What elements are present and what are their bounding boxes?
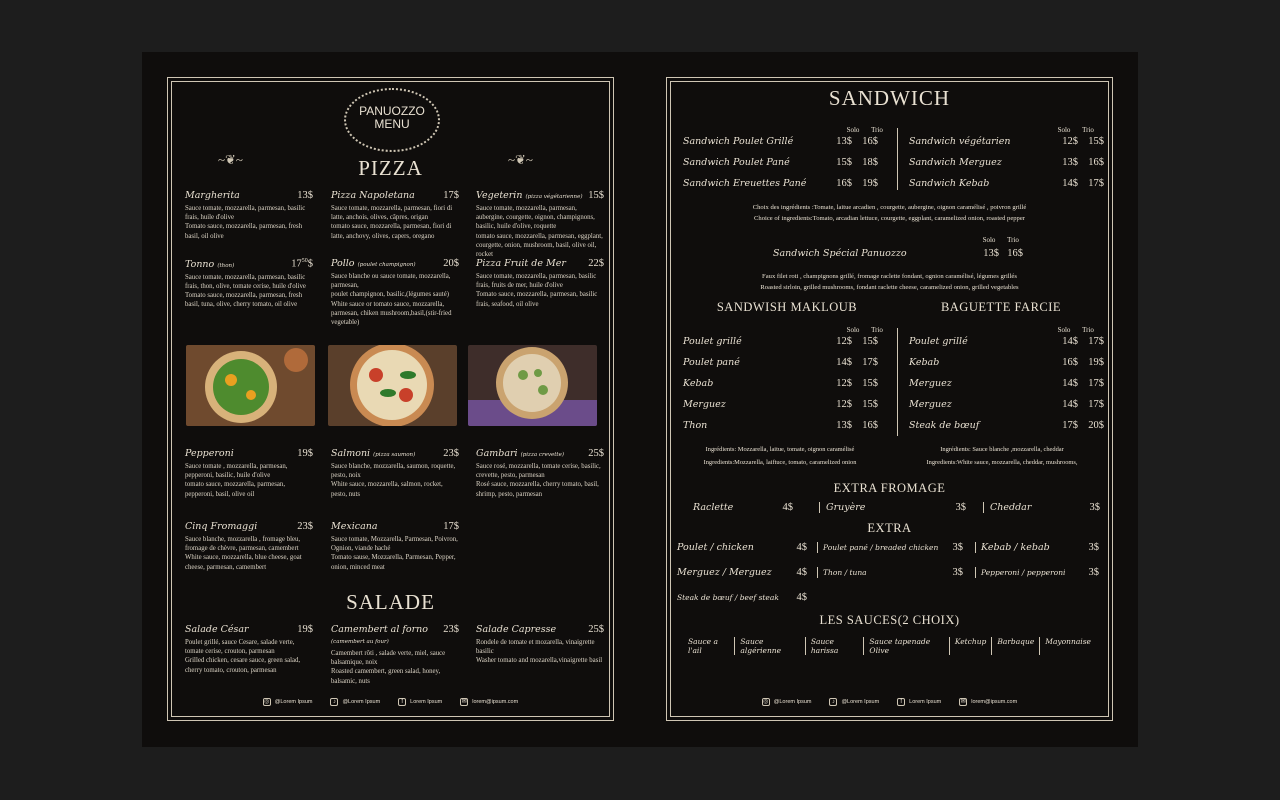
baguette-row-name: Merguez [909,378,952,389]
menu-page-pizza-salade [167,77,614,721]
pizza-price-value: 15$ [588,190,604,201]
makloub-note-fr: Ingrédients: Mozzarella, laitue, tomate, oignon caramélisé [705,446,855,453]
extra-fromage-price: 4$ [782,502,793,513]
sandwich-row-solo: 16$ [836,178,852,189]
pizza-item-head [476,448,604,459]
sandwich-row [683,157,880,168]
pizza-description: Sauce tomate, Mozzarella, Parmesan, Poivron, Ognion, viande haché Tomato sause, Mozzarella, Parmesan, Pepper, onion, minced meat [331,536,458,571]
pizza-item [476,258,604,309]
extra-row [677,592,807,603]
pizza-name-text: Gambari [476,448,518,459]
pizza-photo-3-image [468,345,597,426]
sandwich-row-trio: 18$ [862,157,878,168]
contact-item [829,698,879,706]
pizza-description: Sauce tomate, mozzarella, parmesan, basilic frais, huile d'olive Tomato sauce, mozzarella, parmesan, fresh basil, oil olive [185,205,306,240]
sandwich-row-trio: 17$ [1088,178,1104,189]
pizza-name [185,190,240,201]
sandwich-row-solo: 12$ [1062,136,1078,147]
sandwich-note-en: Choice of ingredients:Tomato, arcadian lettuce, courgette, eggplant, caramelized onion, roasted pepper [754,215,1025,222]
special-note-fr: Faux filet roti , champignons grillé, fromage raclette fondant, ognion caramélisé, légumes grillés [762,273,1017,280]
pizza-description: Sauce blanche, mozzarella , fromage bleu, fromage de chèvre, parmesan, camembert White sauce, mozzarella, blue cheese, goat cheese, parmesan, camembert [185,536,302,571]
extra-row [817,542,963,553]
sandwich-row-solo: 15$ [836,157,852,168]
special-solo: 13$ [983,248,999,259]
solo-label: Solo [982,236,996,244]
sandwich-row-name: Sandwich Ereuettes Pané [683,178,807,189]
trio-label: Trio [871,126,883,134]
sandwich-row-trio: 16$ [862,136,878,147]
divider [897,328,898,436]
pizza-price [443,190,459,201]
salade-name-text: Camembert al forno [331,624,428,635]
pizza-item [185,190,313,241]
pizza-price [588,190,604,201]
pizza-photo-2-image [328,345,457,426]
baguette-row-solo: 14$ [1062,336,1078,347]
sandwich-row-solo: 13$ [836,136,852,147]
makloub-row-solo: 13$ [836,420,852,431]
contact-footer [667,698,1112,706]
pizza-price [443,448,459,459]
extra-name: Poulet / chicken [677,542,754,553]
pizza-name-sub: (pizza crevette) [520,452,565,458]
sauce-item: Barbaque [991,637,1039,655]
makloub-row-trio: 15$ [862,378,878,389]
pizza-name-text: Pepperoni [185,448,234,459]
pizza-description: Sauce tomate , mozzarella, parmesan, pepperoni, basilic, huile d'olive tomato sauce, mozzarella, parmesan, pepperoni, basil, olive oil [185,463,288,498]
salade-price: 19$ [297,624,313,635]
pizza-price-value: 23$ [297,521,313,532]
pizza-description: Sauce blanche, mozzarella, saumon, roquette, pesto, noix White sauce, mozzarella, salmon, rocket, pesto, nuts [331,463,456,498]
sauce-item: Ketchup [949,637,992,655]
baguette-row-trio: 19$ [1088,357,1104,368]
contact-item [330,698,380,706]
logo-line-1: PANUOZZO [359,104,425,118]
pizza-price [297,448,313,459]
salade-description: Rondele de tomate et mozarella, vinaigrette basilic Washer tomato and mozarella,vinaigrette basil [476,639,603,665]
extra-fromage-title: EXTRA FROMAGE [833,481,946,495]
makloub-row-name: Kebab [683,378,714,389]
makloub-note-en: Ingredients:Mozzarella, laiftuce, tomato, caramelized onion [703,459,857,466]
salade-name [331,624,443,646]
extra-price: 4$ [796,542,807,553]
baguette-row [909,357,1106,368]
pizza-description: Sauce tomate, mozzarella, parmesan, basilic frais, fruits de mer, huile d'olive Tomato sauce, mozzarella, parmesan, basilic frais, seafood, oil olive [476,273,598,308]
facebook-icon: f [897,698,905,706]
extra-fromage-row [983,502,1100,513]
salade-item [331,624,459,686]
extra-row [975,567,1099,578]
salade-name-text: Salade César [185,624,249,635]
salade-name-text: Salade Capresse [476,624,557,635]
makloub-row-solo: 12$ [836,378,852,389]
extra-name: Merguez / Merguez [677,567,772,578]
trio-label: Trio [871,326,883,334]
sandwich-row [683,136,880,147]
baguette-row [909,420,1106,431]
pizza-price-value: 20$ [443,258,459,269]
extra-price: 4$ [796,592,807,603]
pizza-price-value: 17$ [443,190,459,201]
makloub-row-solo: 14$ [836,357,852,368]
contact-item [263,698,313,706]
extra-price: 3$ [952,542,963,553]
special-trio: 16$ [1007,248,1023,259]
sandwich-row-trio: 19$ [862,178,878,189]
sauce-item: Sauce algérienne [734,637,804,655]
contact-text: lorem@ipsum.com [971,699,1018,705]
pizza-name [185,521,257,532]
pizza-name-text: Cinq Fromaggi [185,521,258,532]
flourish-right-icon: ~❦~ [508,152,533,167]
baguette-row-name: Poulet grillé [909,336,968,347]
baguette-note-en: Ingredients:White sauce, mozzarella, cheddar, mushrooms, [926,459,1078,466]
extra-row [975,542,1099,553]
solo-label: Solo [846,126,860,134]
baguette-note-fr: Ingrédients: Sauce blanche ,mozzarella, cheddar [940,446,1064,453]
makloub-row-solo: 12$ [836,399,852,410]
sandwich-row [683,178,880,189]
special-note-en: Roasted sirloin, grilled mushrooms, fondant raclette cheese, caramelized onion, grilled vegetables [760,284,1019,291]
facebook-icon: f [398,698,406,706]
contact-text: @Lorem Ipsum [274,699,313,705]
makloub-row [683,357,880,368]
sandwich-row [909,136,1106,147]
extra-row [817,567,963,578]
sauce-item: Sauce tapenade Olive [863,637,948,655]
sandwich-row-trio: 15$ [1088,136,1104,147]
pizza-item [185,448,313,499]
pizza-name [331,190,415,201]
pizza-name [331,448,415,459]
pizza-name-text: Pizza Fruit de Mer [476,258,566,269]
pizza-item-head [476,190,604,201]
makloub-row-trio: 16$ [862,420,878,431]
sandwich-row-name: Sandwich Merguez [909,157,1002,168]
pizza-price-value: 22$ [588,258,604,269]
extra-name: Poulet pané / breaded chicken [823,543,939,552]
baguette-title: BAGUETTE FARCIE [940,300,1062,314]
baguette-row-trio: 17$ [1088,399,1104,410]
makloub-row [683,399,880,410]
pizza-item-head [185,448,313,459]
extra-name: Steak de bœuf / beef steak [677,593,779,602]
pizza-item-head [331,521,459,532]
makloub-row-name: Thon [683,420,708,431]
baguette-row [909,399,1106,410]
pizza-name-sub: (pizza végétarienne) [525,194,583,200]
twitter-icon: ♪ [330,698,338,706]
pizza-description: Sauce tomate, mozzarella, parmesan, aubergine, courgette, oignon, champignons, basilic, huile d'olive, roquette tomato sauce, mozzarella, parmesan, eggplant, courgette, onion, mushroom, basil, olive oil, rocket [476,205,603,259]
extra-fromage-price: 3$ [955,502,966,513]
extra-fromage-name: Raclette [693,502,734,513]
baguette-row-solo: 14$ [1062,399,1078,410]
salade-item [185,624,313,675]
baguette-row-trio: 20$ [1088,420,1104,431]
makloub-title: SANDWISH MAKLOUB [716,300,858,314]
extra-title: EXTRA [867,521,912,535]
instagram-icon: ◎ [264,699,270,705]
sandwich-row-name: Sandwich Poulet Pané [683,157,790,168]
pizza-item-head [331,258,459,269]
salade-description: Camembert rôti , salade verte, miel, sauce balsamique, noix Roasted camembert, green salad, honey, balsamic, nuts [331,650,446,685]
makloub-row-trio: 15$ [862,399,878,410]
contact-text: @Lorem Ipsum [342,699,381,705]
pizza-name [185,259,234,270]
pizza-name [476,190,583,201]
makloub-row-trio: 15$ [862,336,878,347]
sandwich-row-trio: 16$ [1088,157,1104,168]
salade-item-head [331,624,459,646]
pizza-item-head [331,448,459,459]
pizza-description: Sauce rosé, mozzarella, tomate cerise, basilic, crevette, pesto, parmesan Rosé sauce, mozzarella, cherry tomato, basil, shrimp, pesto, parmesan [476,463,601,498]
solo-label: Solo [846,326,860,334]
pizza-name-text: Margherita [185,190,240,201]
makloub-row-name: Poulet pané [683,357,740,368]
sandwich-note-fr: Choix des ingrédients :Tomate, laitue arcadien , courgette, aubergine, oignon caramélisé , poivron grillé [752,204,1027,211]
makloub-row-name: Merguez [683,399,726,410]
pizza-price-sup: 50 [301,258,308,264]
extra-price: 3$ [952,567,963,578]
pizza-item [331,190,459,241]
pizza-photo-1-image [186,345,315,426]
pizza-item [331,448,459,499]
pizza-name-text: Salmoni [331,448,371,459]
special-colhead [977,236,1025,244]
sandwich-row [909,157,1106,168]
baguette-row-name: Kebab [909,357,940,368]
makloub-row [683,378,880,389]
pizza-item-head [476,258,604,269]
baguette-row [909,336,1106,347]
sauce-item: Sauce harissa [805,637,864,655]
sandwich-left-colhead [841,126,889,134]
extra-row [677,567,807,578]
pizza-price-value: 19$ [297,448,313,459]
pizza-name-text: Tonno [185,258,215,270]
contact-item [897,698,941,706]
divider [897,128,898,190]
pizza-price [291,258,313,270]
pizza-price [297,521,313,532]
pizza-name-text: Vegeterin [476,190,523,201]
salade-name-sub: (camembert au four) [331,639,389,645]
contact-text: Lorem Ipsum [909,699,942,705]
menu-page-sandwich [666,77,1113,721]
pizza-price [588,448,604,459]
pizza-name-sub: (pizza saumon) [373,452,416,458]
sandwich-row-solo: 14$ [1062,178,1078,189]
extra-name: Thon / tuna [823,568,867,577]
extra-fromage-name: Cheddar [990,502,1032,513]
sandwich-row-name: Sandwich Poulet Grillé [683,136,794,147]
pizza-name [185,448,234,459]
sauces-title: LES SAUCES(2 CHOIX) [819,613,960,627]
pizza-name [331,258,416,269]
pizza-description: Sauce tomate, mozzarella, parmesan, basilic frais, thon, olive, tomate cerise, huile d'olive Tomato sauce, mozzarella, parmesan, fresh basil, tuna, olive, cherry tomato, oil olive [185,273,306,309]
pizza-item [331,258,459,327]
salade-title: SALADE [346,590,435,614]
pizza-name-text: Pizza Napoletana [331,190,415,201]
makloub-row [683,336,880,347]
pizza-item-head [185,521,313,532]
pizza-item [185,521,313,572]
salade-price: 25$ [588,624,604,635]
extra-name: Kebab / kebab [981,542,1050,553]
pizza-price-value: 25$ [588,448,604,459]
salade-price: 23$ [443,624,459,635]
sauce-item: Mayonnaise [1039,637,1096,655]
contact-text: @Lorem Ipsum [773,699,812,705]
pizza-title: PIZZA [358,156,423,180]
baguette-row-trio: 17$ [1088,378,1104,389]
salade-item-head [476,624,604,635]
extra-price: 4$ [796,567,807,578]
extra-row [677,542,807,553]
baguette-row-solo: 17$ [1062,420,1078,431]
pizza-item [185,258,313,309]
special-name: Sandwich Spécial Panuozzo [773,248,907,259]
pizza-price [443,258,459,269]
baguette-row-solo: 16$ [1062,357,1078,368]
solo-label: Solo [1057,326,1071,334]
trio-label: Trio [1082,326,1094,334]
pizza-price-value: 17$ [443,521,459,532]
sauce-list [683,637,1096,655]
makloub-row [683,420,880,431]
contact-item [460,698,518,706]
contact-item [762,698,812,706]
instagram-icon: ◎ [763,699,769,705]
pizza-name-text: Mexicana [331,521,378,532]
pizza-price-value: 23$ [443,448,459,459]
pizza-price-unit: $ [307,258,313,270]
pizza-item-head [185,258,313,270]
pizza-price-value: 13$ [297,190,313,201]
trio-label: Trio [1082,126,1094,134]
solo-label: Solo [1057,126,1071,134]
pizza-photo-2 [328,345,457,426]
mail-icon: ✉ [461,699,467,705]
sandwich-title: SANDWICH [828,86,951,110]
sandwich-row-name: Sandwich végétarien [909,136,1011,147]
special-row [773,248,1023,259]
extra-fromage-row [819,502,966,513]
makloub-row-name: Poulet grillé [683,336,742,347]
pizza-price [297,190,313,201]
salade-item [476,624,604,666]
extra-fromage-name: Gruyère [826,502,866,513]
makloub-row-solo: 12$ [836,336,852,347]
sandwich-row [909,178,1106,189]
sauce-item: Sauce a l'ail [688,637,718,655]
contact-text: lorem@ipsum.com [472,699,519,705]
pizza-item-head [185,190,313,201]
panuozzo-logo [344,88,440,152]
salade-item-head [185,624,313,635]
pizza-description: Sauce tomate, mozzarella, parmesan, fiori di latte, anchois, olives, câpres, origan tomato sauce, mozzarella, parmesan, fiori di latte, anchovy, olives, capers, oregano [331,205,453,240]
pizza-item [476,190,604,259]
menu-sheet [142,52,1138,747]
baguette-row-name: Merguez [909,399,952,410]
extra-fromage-row [693,502,793,513]
pizza-price-value: 17 [291,258,302,270]
flourish-left-icon: ~❦~ [218,152,243,167]
contact-footer [168,698,613,706]
pizza-name-text: Pollo [331,258,355,269]
sandwich-right-colhead [1052,126,1100,134]
salade-name [185,624,249,635]
sandwich-row-solo: 13$ [1062,157,1078,168]
baguette-row-name: Steak de bœuf [909,420,980,431]
pizza-price [443,521,459,532]
extra-price: 3$ [1088,567,1099,578]
pizza-price [588,258,604,269]
pizza-photo-1 [186,345,315,426]
makloub-colhead [841,326,889,334]
contact-text: Lorem Ipsum [410,699,443,705]
pizza-item-head [331,190,459,201]
pizza-name [476,258,566,269]
baguette-row-solo: 14$ [1062,378,1078,389]
extra-price: 3$ [1088,542,1099,553]
baguette-row [909,378,1106,389]
contact-item [959,698,1017,706]
trio-label: Trio [1007,236,1019,244]
contact-item [398,698,442,706]
twitter-icon: ♪ [829,698,837,706]
extra-fromage-price: 3$ [1089,502,1100,513]
pizza-name-sub: (poulet champignon) [357,262,416,268]
baguette-colhead [1052,326,1100,334]
salade-description: Poulet grillé, sauce Cesare, salade verte, tomate cerise, crouton, parmesan Grilled chicken, cesare sauce, green salad, cherry tomato, crouton, parmesan [185,639,301,674]
pizza-item [331,521,459,572]
pizza-name [476,448,564,459]
extra-name: Pepperoni / pepperoni [981,568,1066,577]
salade-name [476,624,556,635]
baguette-row-trio: 17$ [1088,336,1104,347]
pizza-name [331,521,378,532]
pizza-photo-3 [468,345,597,426]
sandwich-row-name: Sandwich Kebab [909,178,990,189]
pizza-name-sub: (thon) [217,262,235,269]
makloub-row-trio: 17$ [862,357,878,368]
contact-text: @Lorem Ipsum [841,699,880,705]
logo-line-2: MENU [374,117,410,131]
pizza-description: Sauce blanche ou sauce tomate, mozzarella, parmesan, poulet champignon, basilic,(légumes sauté) White sauce or tomato sauce, mozzarella, parmesan, chiken mushroom,basil,(stir-fried vegetable) [331,273,452,327]
mail-icon: ✉ [960,699,966,705]
pizza-item [476,448,604,499]
